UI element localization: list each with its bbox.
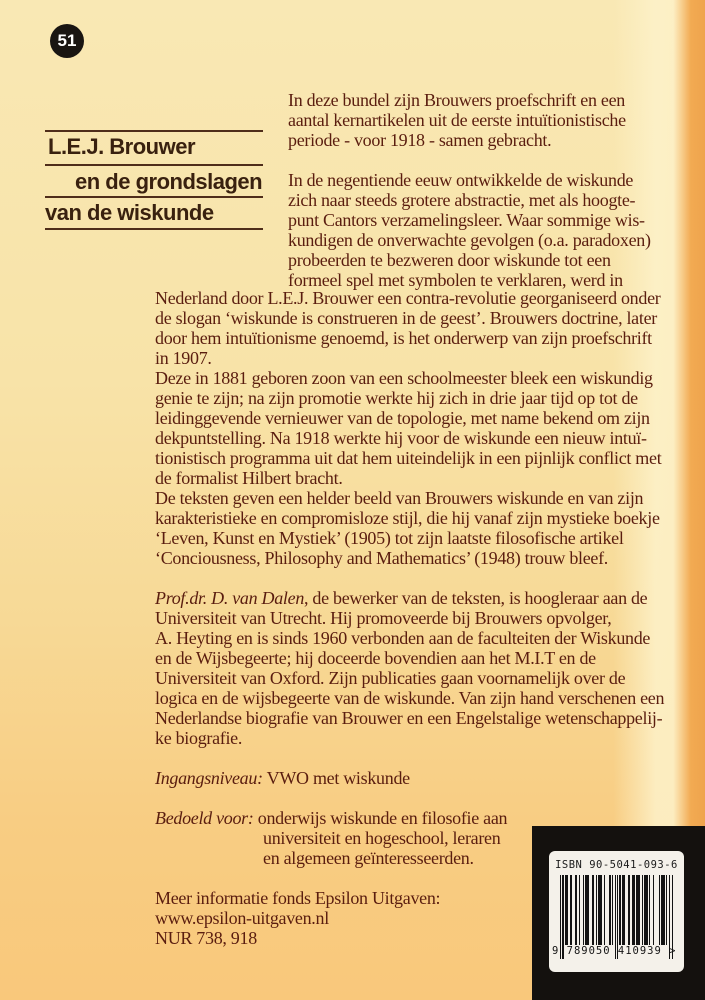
- barcode-digits: 9 789050 410939 >: [552, 945, 677, 957]
- intro-column: [288, 90, 651, 290]
- text-line: Nederland door L.E.J. Brouwer een contra-revolutie georganiseerd onder: [155, 288, 661, 308]
- text-line: karakteristieke en compromisloze stijl, die hij vanaf zijn mystieke boekje: [155, 508, 660, 528]
- text-line: logica en de wijsbegeerte van de wiskunde. Van zijn hand verschenen een: [155, 688, 665, 708]
- text-line: periode - voor 1918 - samen gebracht.: [288, 130, 552, 150]
- text-line: Universiteit van Oxford. Zijn publicaties gaan voornamelijk over de: [155, 668, 626, 688]
- text-line: probeerden te bezweren door wiskunde tot een: [288, 250, 611, 270]
- text-line: de slogan ‘wiskunde is construeren in de geest’. Brouwers doctrine, later: [155, 308, 657, 328]
- text-line: door hem intuïtionisme genoemd, is het onderwerp van zijn proefschrift: [155, 328, 652, 348]
- text-line: en de Wijsbegeerte; hij doceerde bovendien aan het M.I.T en de: [155, 648, 596, 668]
- text-line: www.epsilon-uitgaven.nl: [155, 908, 329, 928]
- barcode-box: [549, 851, 684, 972]
- text-line: de formalist Hilbert bracht.: [155, 468, 343, 488]
- title-rule: [45, 196, 263, 198]
- text-line: In de negentiende eeuw ontwikkelde de wiskunde: [288, 170, 634, 190]
- text-line: Meer informatie fonds Epsilon Uitgaven:: [155, 888, 441, 908]
- text-line: universiteit en hogeschool, leraren: [263, 828, 501, 848]
- text-line: [288, 150, 648, 170]
- text-line: [155, 748, 685, 768]
- text-line: A. Heyting en is sinds 1960 verbonden aan de faculteiten der Wiskunde: [155, 628, 651, 648]
- text-line: punt Cantors verzamelingsleer. Waar sommige wis-: [288, 210, 645, 230]
- text-line: [155, 788, 685, 808]
- isbn-panel: [532, 826, 705, 1000]
- title-rule: [45, 228, 263, 230]
- text-line: Deze in 1881 geboren zoon van een schoolmeester bleek een wiskundig: [155, 368, 653, 388]
- text-line: Prof.dr. D. van Dalen, de bewerker van de teksten, is hoogleraar aan de: [155, 588, 648, 608]
- text-line: Universiteit van Utrecht. Hij promoveerde bij Brouwers opvolger,: [155, 608, 612, 628]
- text-line: aantal kernartikelen uit de eerste intuïtionistische: [288, 110, 626, 130]
- text-line: ‘Conciousness, Philosophy and Mathematics’ (1948) trouw bleef.: [155, 548, 608, 568]
- text-line: genie te zijn; na zijn promotie werkte hij zich in drie jaar tijd op tot de: [155, 388, 638, 408]
- title-rule: [45, 130, 263, 132]
- text-line: Ingangsniveau: VWO met wiskunde: [155, 768, 410, 788]
- title-line-2: en de grondslagen: [75, 169, 263, 194]
- text-line: dekpuntstelling. Na 1918 werkte hij voor de wiskunde een nieuw intuï-: [155, 428, 647, 448]
- text-line: in 1907.: [155, 348, 212, 368]
- text-line: tionistisch programma uit dat hem uiteindelijk in een pijnlijk conflict met: [155, 448, 662, 468]
- text-line: leidinggevende vernieuwer van de topologie, met name bekend om zijn: [155, 408, 650, 428]
- title-rule: [45, 164, 263, 166]
- text-line: kundigen de onverwachte gevolgen (o.a. paradoxen): [288, 230, 651, 250]
- title-line-3: van de wiskunde: [45, 200, 214, 225]
- text-line: en algemeen geïnteresseerden.: [263, 848, 474, 868]
- title-line-1: L.E.J. Brouwer: [48, 134, 196, 159]
- text-line: zich naar steeds grotere abstractie, met als hoogte-: [288, 190, 636, 210]
- text-line: NUR 738, 918: [155, 928, 257, 948]
- text-line: Nederlandse biografie van Brouwer en een Engelstalige wetenschappelij-: [155, 708, 663, 728]
- series-number: 51: [57, 31, 77, 50]
- isbn-number: ISBN 90-5041-093-6: [555, 859, 678, 871]
- text-line: De teksten geven een helder beeld van Brouwers wiskunde en van zijn: [155, 488, 644, 508]
- series-number-badge: [50, 24, 84, 58]
- text-line: [155, 568, 685, 588]
- text-line: ke biografie.: [155, 728, 243, 748]
- text-line: formeel spel met symbolen te verklaren, werd in: [288, 270, 623, 290]
- text-line: Bedoeld voor: onderwijs wiskunde en filosofie aan: [155, 808, 508, 828]
- text-line: In deze bundel zijn Brouwers proefschrift en een: [288, 90, 625, 110]
- text-line: ‘Leven, Kunst en Mystiek’ (1905) tot zijn laatste filosofische artikel: [155, 528, 624, 548]
